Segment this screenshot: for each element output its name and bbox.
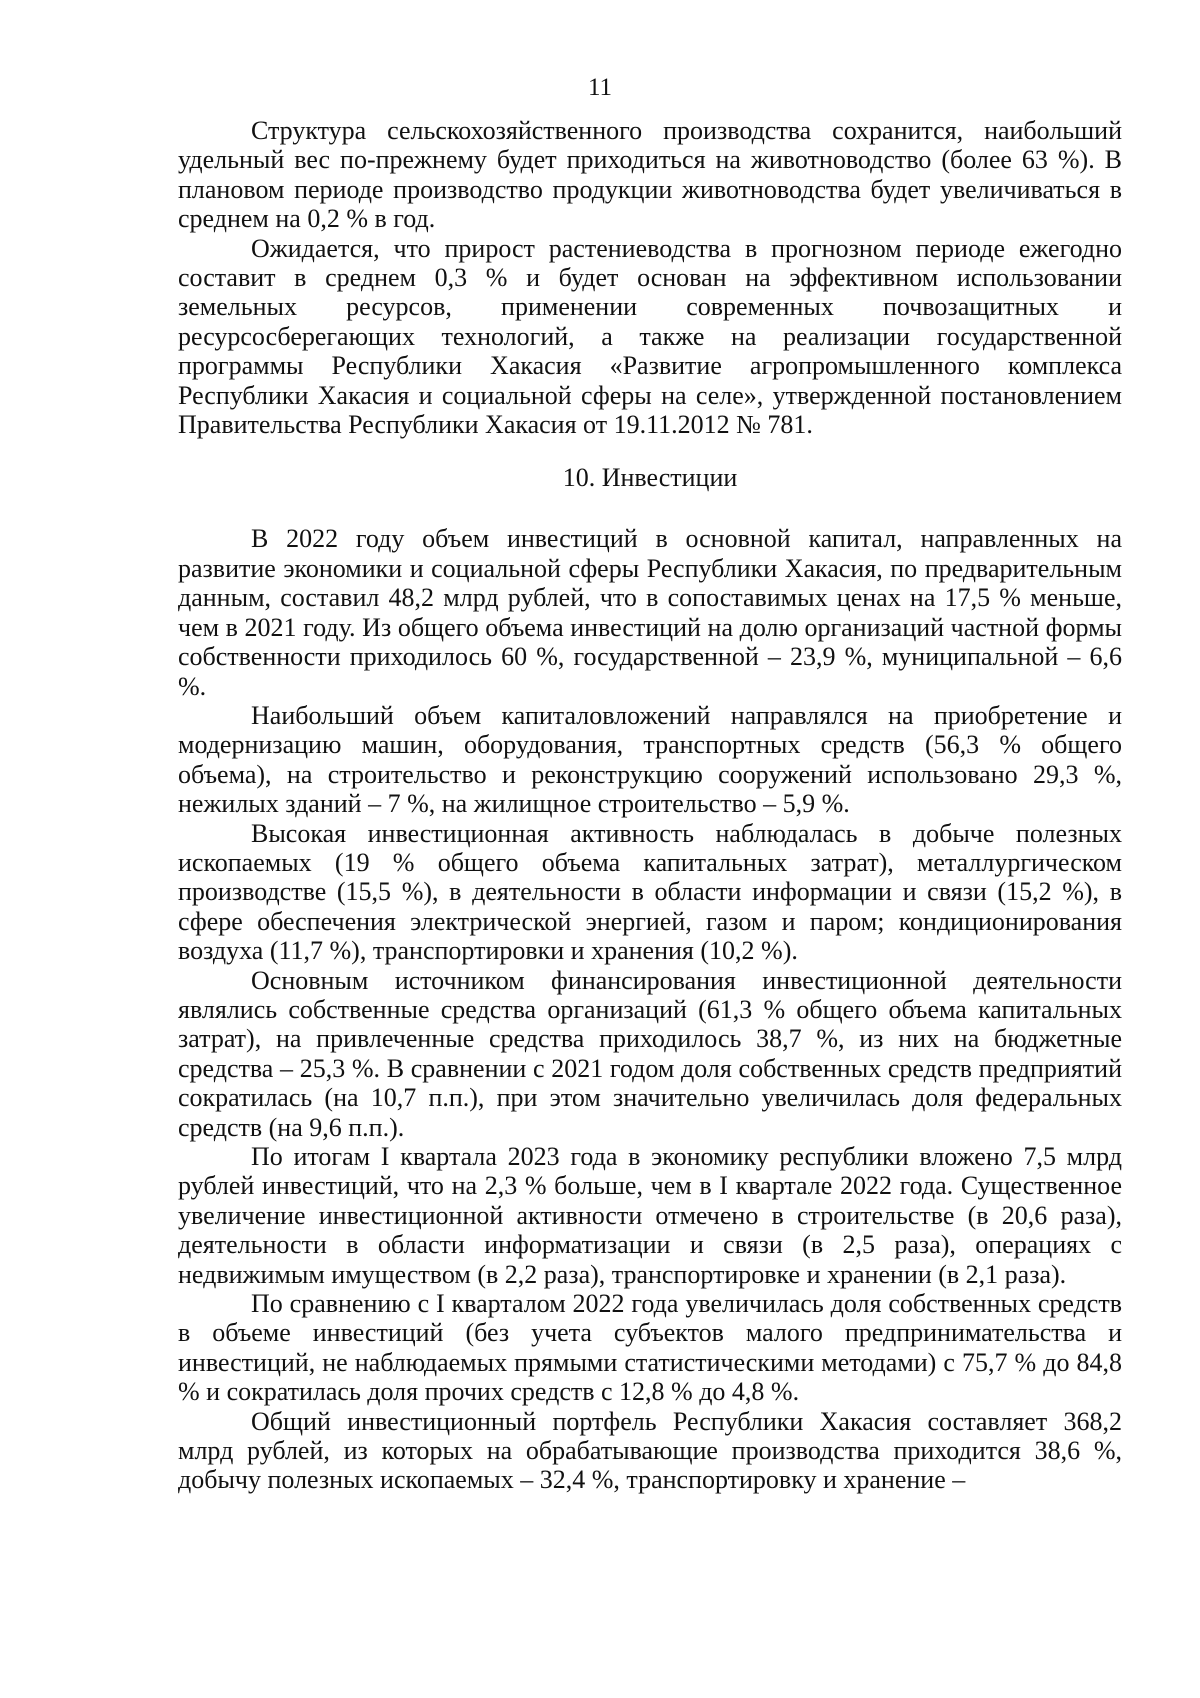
paragraph-investment-volume-2022: В 2022 году объем инвестиций в основной капитал, направленных на развитие экономики и социальной сферы Республики Хакасия, по предварительным данным, составил 48,2 млрд рублей, что в сопоставимых ценах на 17,5 % меньше, чем в 2021 году. Из общего объема инвестиций на долю организаций частной формы собственности приходилось 60 %, государственной – 23,9 %, муниципальной – 6,6 %. [178,524,1122,701]
paragraph-q1-2023-results: По итогам I квартала 2023 года в экономику республики вложено 7,5 млрд рублей инвестиций, что на 2,3 % больше, чем в I квартале 2022 года. Существенное увеличение инвестиционной активности отмечено в строительстве (в 20,6 раза), деятельности в области информатизации и связи (в 2,5 раза), операциях с недвижимым имуществом (в 2,2 раза), транспортировке и хранении (в 2,1 раза). [178,1142,1122,1289]
paragraph-funding-sources: Основным источником финансирования инвестиционной деятельности являлись собственные средства организаций (61,3 % общего объема капитальных затрат), на привлеченные средства приходилось 38,7 %, из них на бюджетные средства – 25,3 %. В сравнении с 2021 годом доля собственных средств предприятий сократилась (на 10,7 п.п.), при этом значительно увеличилась доля федеральных средств (на 9,6 п.п.). [178,965,1122,1142]
paragraph-investment-portfolio: Общий инвестиционный портфель Республики Хакасия составляет 368,2 млрд рублей, из которых на обрабатывающие производства приходится 38,6 %, добычу полезных ископаемых – 32,4 %, транспортировку и хранение – [178,1406,1122,1495]
paragraph-capital-structure: Наибольший объем капиталовложений направлялся на приобретение и модернизацию машин, оборудования, транспортных средств (56,3 % общего объема), на строительство и реконструкцию сооружений использовано 29,3 %, нежилых зданий – 7 %, на жилищное строительство – 5,9 %. [178,700,1122,819]
paragraph-own-funds-share: По сравнению с I кварталом 2022 года увеличилась доля собственных средств в объеме инвестиций (без учета субъектов малого предпринимательства и инвестиций, не наблюдаемых прямыми статистическими методами) с 75,7 % до 84,8 % и сократилась доля прочих средств с 12,8 % до 4,8 %. [178,1289,1122,1407]
paragraph-crop-growth: Ожидается, что прирост растениеводства в прогнозном периоде ежегодно составит в среднем 0,3 % и будет основан на эффективном использовании земельных ресурсов, применении современных почвозащитных и ресурсосберегающих технологий, а также на реализации государственной программы Республики Хакасия «Развитие агропромышленного комплекса Республики Хакасия и социальной сферы на селе», утвержденной постановлением Правительства Республики Хакасия от 19.11.2012 № 781. [178,233,1122,440]
document-body [178,116,1122,1495]
paragraph-industry-activity: Высокая инвестиционная активность наблюдалась в добыче полезных ископаемых (19 % общего объема капитальных затрат), металлургическом производстве (15,5 %), в деятельности в области информации и связи (15,2 %), в сфере обеспечения электрической энергией, газом и паром; кондиционирования воздуха (11,7 %), транспортировки и хранения (10,2 %). [178,818,1122,966]
page-number: 11 [587,74,613,101]
paragraph-agriculture-structure: Структура сельскохозяйственного производства сохранится, наибольший удельный вес по-прежнему будет приходиться на животноводство (более 63 %). В плановом периоде производство продукции животноводства будет увеличиваться в среднем на 0,2 % в год. [178,116,1122,234]
section-heading-investments: 10. Инвестиции [562,463,738,493]
